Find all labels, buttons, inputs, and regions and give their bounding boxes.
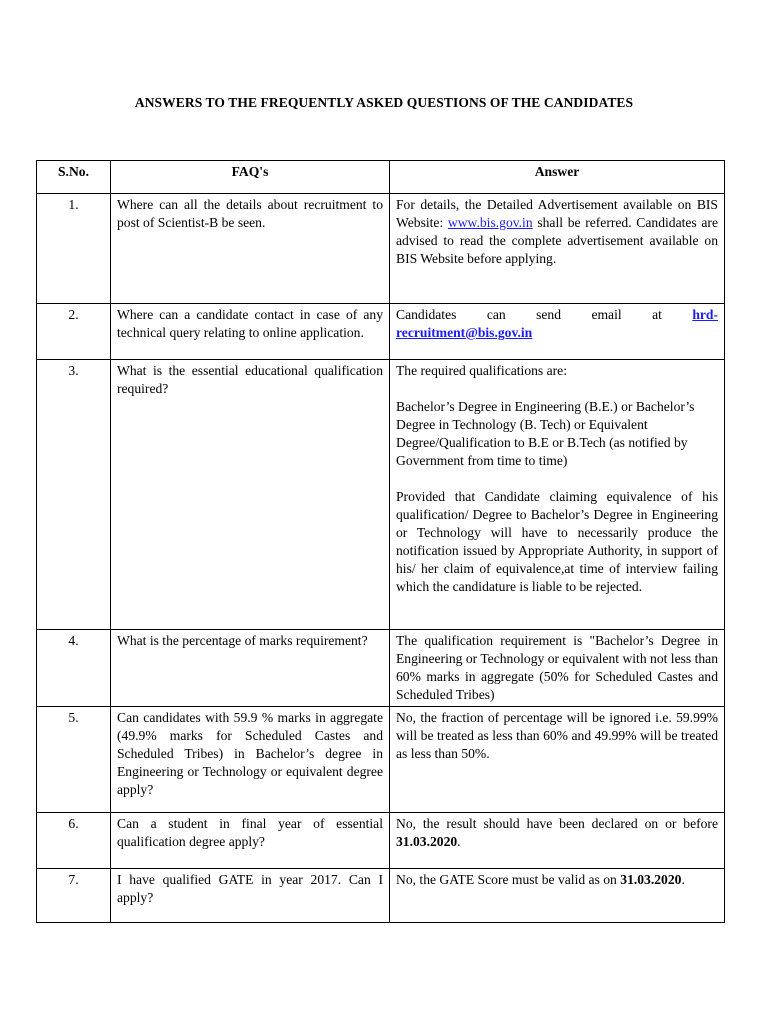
row-sno: 3. [37, 360, 111, 630]
answer-intro: The required qualifications are: [396, 363, 567, 378]
table-row [37, 813, 725, 869]
answer-proviso: Provided that Candidate claiming equivalence of his qualification/ Degree to Bachelor’s Degree in Engineering or Technology will have to necessarily produce the notification issued by Appropriate Authority, in support of his/ her claim of equivalence,at time of interview failing which the candidature is liable to be rejected. [396, 489, 718, 594]
row-question: Where can a candidate contact in case of any technical query relating to online application. [111, 304, 390, 360]
table-row [37, 869, 725, 923]
table-row [37, 360, 725, 630]
answer-text: Candidates can send email at [396, 307, 693, 322]
answer-text: shall be referred. Candidates are advised to read the complete advertisement available on BIS Website before applying. [396, 215, 718, 266]
answer-qualifications: Bachelor’s Degree in Engineering (B.E.) or Bachelor’s Degree in Technology (B. Tech) or Equivalent Degree/Qualification to B.E or B.Tech (as notified by Government from time to time) [396, 399, 695, 468]
row-answer [390, 304, 725, 360]
answer-text: No, the GATE Score must be valid as on [396, 872, 621, 887]
answer-text: . [681, 872, 685, 887]
row-answer [390, 813, 725, 869]
row-question: What is the percentage of marks requirement? [111, 630, 390, 707]
table-header-row [37, 161, 725, 194]
row-answer [390, 360, 725, 630]
row-sno: 7. [37, 869, 111, 923]
row-sno: 2. [37, 304, 111, 360]
header-sno: S.No. [37, 161, 111, 194]
row-answer: The qualification requirement is "Bachelor’s Degree in Engineering or Technology or equivalent with not less than 60% marks in aggregate (50% for Scheduled Castes and Scheduled Tribes) [390, 630, 725, 707]
header-faq: FAQ's [111, 161, 390, 194]
page-title: ANSWERS TO THE FREQUENTLY ASKED QUESTIONS OF THE CANDIDATES [134, 95, 634, 110]
row-answer: No, the fraction of percentage will be ignored i.e. 59.99% will be treated as less than 60% and 49.99% will be treated as less than 50%. [390, 707, 725, 813]
row-question: Where can all the details about recruitment to post of Scientist-B be seen. [111, 194, 390, 304]
answer-date: 31.03.2020 [396, 834, 458, 849]
row-question: Can candidates with 59.9 % marks in aggregate (49.9% marks for Scheduled Castes and Scheduled Tribes) in Bachelor’s degree in Engineering or Technology or equivalent degree apply? [111, 707, 390, 813]
row-question: Can a student in final year of essential qualification degree apply? [111, 813, 390, 869]
row-sno: 5. [37, 707, 111, 813]
row-sno: 1. [37, 194, 111, 304]
row-answer [390, 194, 725, 304]
bis-website-link[interactable]: www.bis.gov.in [447, 215, 533, 230]
answer-text: For details, the Detailed Advertisement available on BIS Website: [396, 197, 718, 230]
table-row [37, 707, 725, 813]
answer-date: 31.03.2020 [620, 872, 682, 887]
table-row [37, 630, 725, 707]
answer-text: No, the result should have been declared on or before [396, 816, 718, 831]
header-answer: Answer [390, 161, 725, 194]
row-answer [390, 869, 725, 923]
table-row [37, 194, 725, 304]
row-sno: 6. [37, 813, 111, 869]
faq-table [36, 160, 725, 923]
row-question: What is the essential educational qualification required? [111, 360, 390, 630]
answer-text: . [457, 834, 461, 849]
email-link[interactable]: hrd-recruitment@bis.gov.in [396, 307, 718, 340]
row-sno: 4. [37, 630, 111, 707]
row-question: I have qualified GATE in year 2017. Can I apply? [111, 869, 390, 923]
table-row [37, 304, 725, 360]
